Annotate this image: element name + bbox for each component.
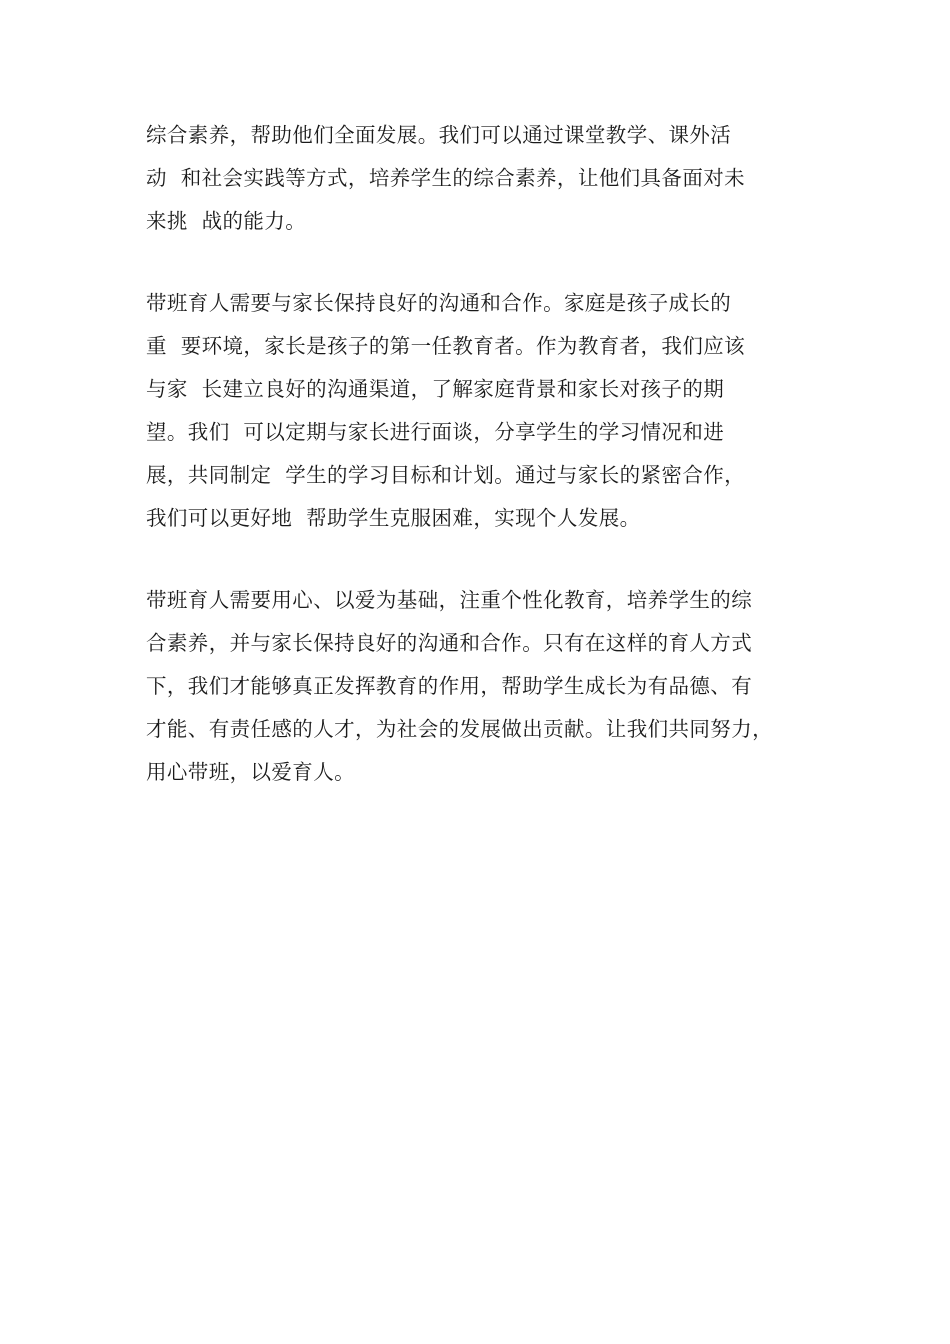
text-line: 用心带班，以爱育人。 [146, 760, 355, 784]
text-line: 合素养，并与家长保持良好的沟通和合作。只有在这样的育人方式 [146, 631, 753, 655]
text-line: 动 和社会实践等方式，培养学生的综合素养，让他们具备面对未 [146, 166, 746, 190]
text-line: 带班育人需要用心、以爱为基础，注重个性化教育，培养学生的综 [146, 588, 753, 612]
text-line: 带班育人需要与家长保持良好的沟通和合作。家庭是孩子成长的 [146, 291, 732, 315]
text-line: 综合素养，帮助他们全面发展。我们可以通过课堂教学、课外活 [146, 123, 732, 147]
text-line: 我们可以更好地 帮助学生克服困难，实现个人发展。 [146, 506, 641, 530]
text-line: 与家 长建立良好的沟通渠道，了解家庭背景和家长对孩子的期 [146, 377, 725, 401]
document-body [146, 114, 836, 833]
text-line: 望。我们 可以定期与家长进行面谈，分享学生的学习情况和进 [146, 420, 725, 444]
paragraph-1 [146, 114, 836, 243]
text-line: 重 要环境，家长是孩子的第一任教育者。作为教育者，我们应该 [146, 334, 746, 358]
text-line: 才能、有责任感的人才，为社会的发展做出贡献。让我们共同努力， [146, 717, 773, 741]
text-line: 下，我们才能够真正发挥教育的作用，帮助学生成长为有品德、有 [146, 674, 753, 698]
text-line: 展，共同制定 学生的学习目标和计划。通过与家长的紧密合作， [146, 463, 746, 487]
paragraph-3 [146, 579, 836, 794]
text-line: 来挑 战的能力。 [146, 209, 307, 233]
paragraph-2 [146, 282, 836, 540]
